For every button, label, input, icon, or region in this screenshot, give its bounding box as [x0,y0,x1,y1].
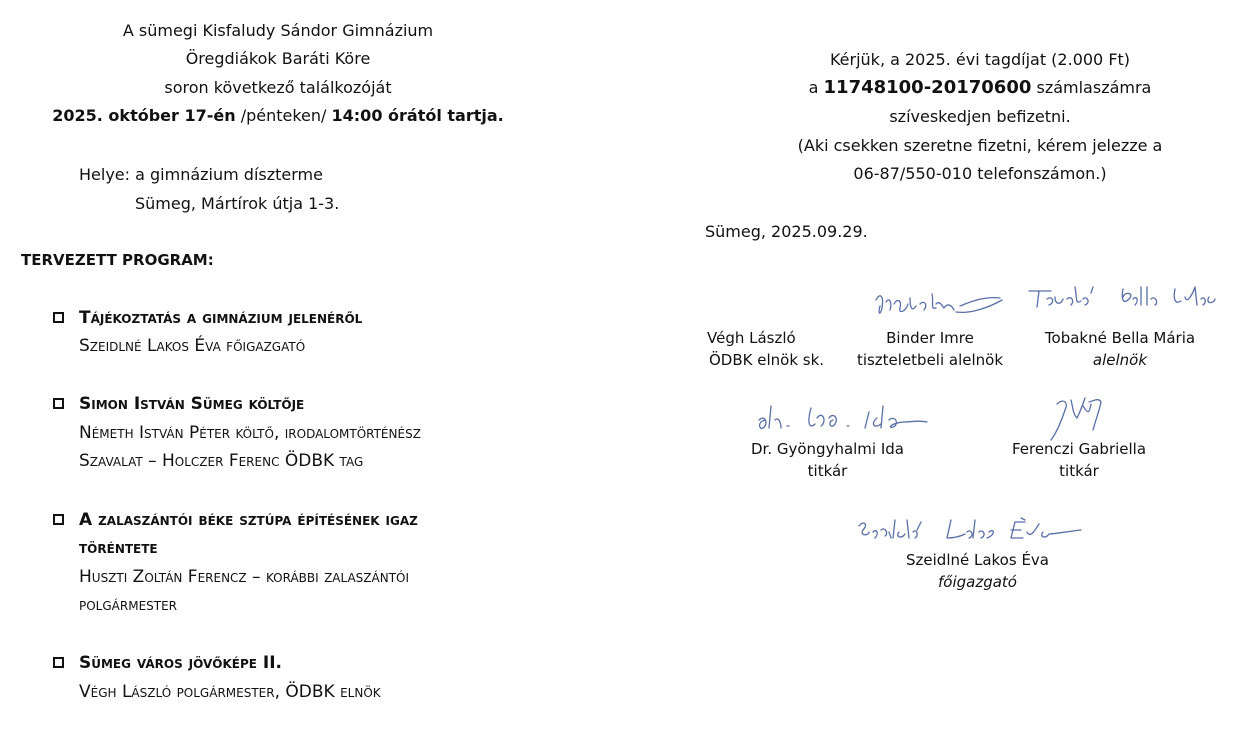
program-heading: TERVEZETT PROGRAM: [21,251,214,269]
place-and-date: Sümeg, 2025.09.29. [705,222,868,241]
checkbox-icon [53,398,64,409]
signatory-ferenczi-name: Ferenczi Gabriella [1011,440,1147,458]
signatory-szeidlne-role: főigazgató [938,573,1017,591]
event-weekday: /pénteken/ [235,106,332,125]
tobakne-signature [1025,283,1225,319]
signatory-gyongyhalmi-role: titkár [807,462,848,480]
checkbox-icon [53,514,64,525]
signatory-ferenczi-role: titkár [1059,462,1099,480]
event-time: 14:00 órától tartja. [331,106,504,125]
invitation-line-3: soron következő találkozóját [164,78,392,97]
program-item-detail: Szavalat – Holczer Ferenc ÖDBK tag [79,451,364,471]
ferenczi-signature [1043,392,1113,444]
bank-account-number: 11748100-20170600 [823,77,1032,98]
venue-line-2: Sümeg, Mártírok útja 1-3. [135,194,340,213]
signatory-tobakne-role: alelnök [1092,351,1148,369]
signatory-vegh-role: ÖDBK elnök sk. [709,351,825,369]
invitation-date-line [20,106,536,126]
program-item-detail: Németh István Péter költő, irodalomtörténész [79,423,421,443]
fee-line-1: Kérjük, a 2025. évi tagdíjat (2.000 Ft) [829,50,1131,69]
program-item-title: Tájékoztatás a gimnázium jelenéről [79,308,363,328]
program-item-title: Sümeg város jövőképe II. [79,653,283,673]
fee-line-2-prefix: a [808,78,824,97]
invitation-line-1: A sümegi Kisfaludy Sándor Gimnázium [122,21,434,40]
fee-line-2 [760,78,1200,98]
invitation-line-2: Öregdiákok Baráti Köre [185,49,371,68]
program-item-detail: Szeidlné Lakos Éva főigazgató [79,336,306,356]
program-item-title: A zalaszántói béke sztúpa építésének igaz [79,510,418,530]
dr-gyongyhalmi-signature [755,404,935,438]
signatory-szeidlne-name: Szeidlné Lakos Éva [906,551,1049,569]
signatory-gyongyhalmi-name: Dr. Gyöngyhalmi Ida [750,440,904,458]
fee-line-3: szíveskedjen befizetni. [889,107,1071,126]
signatory-binder-name: Binder Imre [886,329,974,347]
binder-imre-signature [870,288,1010,324]
checkbox-icon [53,657,64,668]
program-item-detail: Huszti Zoltán Ferencz – korábbi zalaszántói [79,567,410,587]
program-item-detail: Végh László polgármester, ÖDBK elnök [79,682,381,702]
event-date: 2025. október 17-én [52,106,236,125]
program-item-title: Simon István Sümeg költője [79,394,305,414]
program-item-title-continued: töréntete [79,538,158,558]
fee-line-5: 06-87/550-010 telefonszámon.) [853,164,1107,183]
program-item-detail: polgármester [79,595,178,615]
fee-line-4: (Aki csekken szeretne fizetni, kérem jelezze a [797,136,1163,155]
signatory-vegh-name: Végh László [707,329,796,347]
venue-line-1: Helye: a gimnázium díszterme [79,165,323,184]
szeidlne-signature [855,516,1090,548]
fee-line-2-suffix: számlaszámra [1031,78,1152,97]
checkbox-icon [53,312,64,323]
signatory-binder-role: tiszteletbeli alelnök [856,351,1004,369]
signatory-tobakne-name: Tobakné Bella Mária [1044,329,1196,347]
